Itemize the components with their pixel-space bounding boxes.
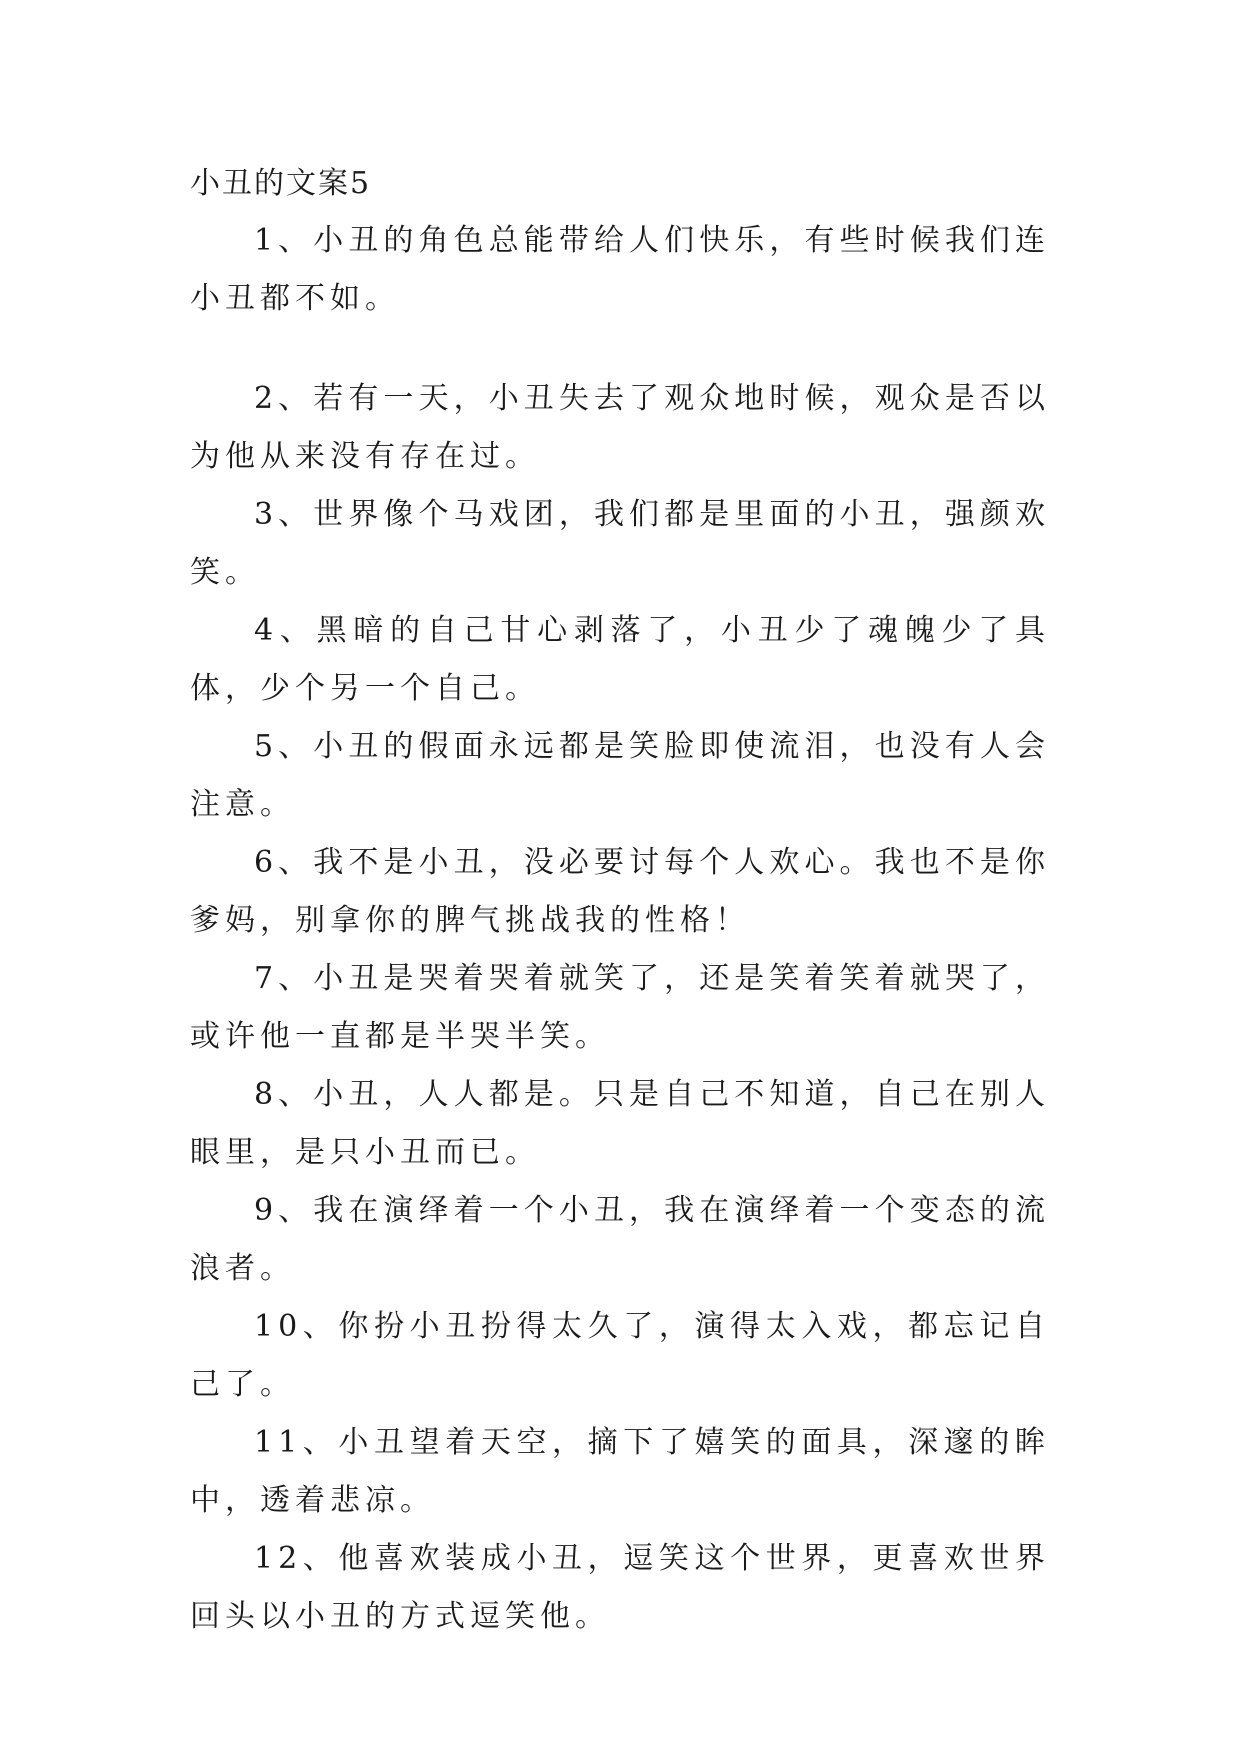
- list-item: 2、若有一天，小丑失去了观众地时候，观众是否以为他从来没有存在过。: [190, 381, 1050, 474]
- list-item: 11、小丑望着天空，摘下了嬉笑的面具，深邃的眸中，透着悲凉。: [190, 1425, 1050, 1518]
- document-title: 小丑的文案5: [190, 166, 372, 201]
- list-item: 12、他喜欢装成小丑，逗笑这个世界，更喜欢世界回头以小丑的方式逗笑他。: [190, 1541, 1050, 1634]
- list-item: 10、你扮小丑扮得太久了，演得太入戏，都忘记自己了。: [190, 1309, 1050, 1402]
- list-item: 5、小丑的假面永远都是笑脸即使流泪，也没有人会注意。: [190, 729, 1050, 822]
- list-item: 1、小丑的角色总能带给人们快乐，有些时候我们连小丑都不如。: [190, 223, 1050, 316]
- list-item: 9、我在演绎着一个小丑，我在演绎着一个变态的流浪者。: [190, 1193, 1050, 1286]
- document-body: [190, 162, 1050, 1646]
- list-item: 6、我不是小丑，没必要讨每个人欢心。我也不是你爹妈，别拿你的脾气挑战我的性格！: [190, 845, 1050, 938]
- list-item: 7、小丑是哭着哭着就笑了，还是笑着笑着就哭了，或许他一直都是半哭半笑。: [190, 961, 1050, 1054]
- list-item: 4、黑暗的自己甘心剥落了，小丑少了魂魄少了具体，少个另一个自己。: [190, 613, 1050, 706]
- list-item: 8、小丑，人人都是。只是自己不知道，自己在别人眼里，是只小丑而已。: [190, 1077, 1050, 1170]
- list-item: 3、世界像个马戏团，我们都是里面的小丑，强颜欢笑。: [190, 497, 1050, 590]
